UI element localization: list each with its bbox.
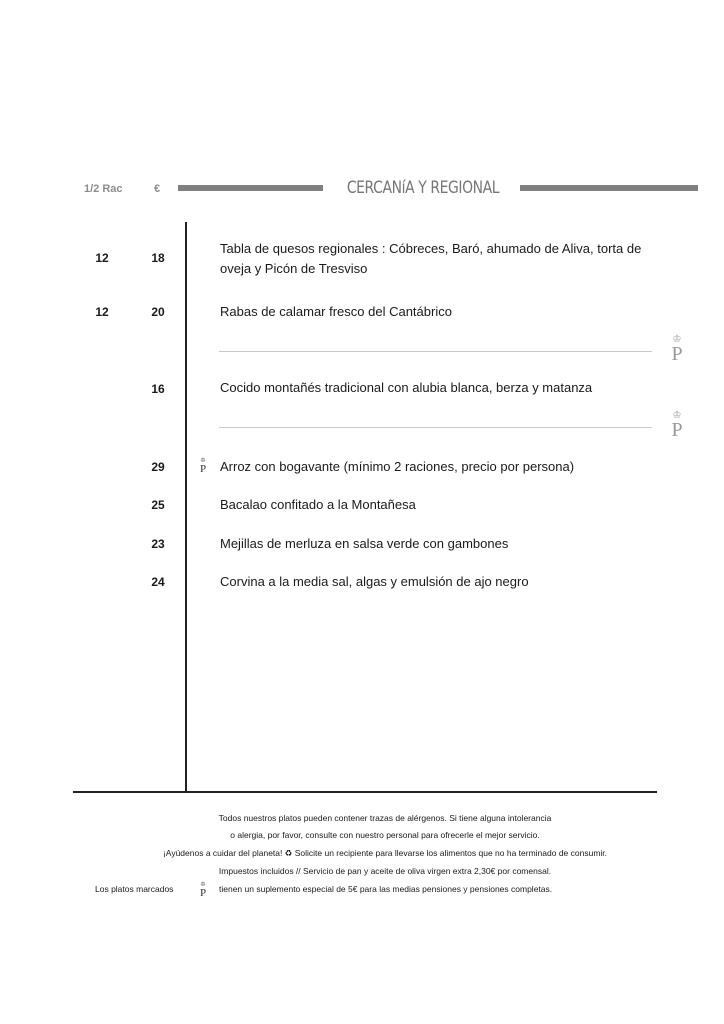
parador-crest-icon: ♔ P bbox=[671, 334, 683, 365]
dish-half-price: 12 bbox=[95, 251, 109, 265]
footer-marked-label: Los platos marcados bbox=[95, 884, 174, 894]
column-divider bbox=[185, 222, 187, 792]
dish-name: Mejillas de merluza en salsa verde con gambones bbox=[220, 536, 509, 551]
dish-name: Corvina a la media sal, algas y emulsión de ajo negro bbox=[220, 574, 529, 589]
dish-price: 24 bbox=[151, 575, 165, 589]
footer-allergen-note-2: o alergia, por favor, consulte con nuestro personal para ofrecerle el mejor servicio. bbox=[230, 830, 540, 840]
parador-crest-icon: ♔ P bbox=[199, 458, 207, 475]
footer-supplement-note: tienen un suplemento especial de 5€ para las medias pensiones y pensiones completas. bbox=[219, 884, 553, 894]
separator-line bbox=[219, 427, 652, 428]
footer-allergen-note: Todos nuestros platos pueden contener trazas de alérgenos. Si tiene alguna intolerancia bbox=[218, 813, 552, 823]
parador-crest-icon: ♔ P bbox=[199, 882, 207, 899]
dish-price: 29 bbox=[151, 460, 165, 474]
header-bar-left bbox=[178, 185, 323, 191]
euro-header: € bbox=[154, 183, 161, 195]
section-title: CERCANíA Y REGIONAL bbox=[346, 178, 500, 198]
dish-price: 20 bbox=[151, 305, 165, 319]
half-portion-header: 1/2 Rac bbox=[84, 183, 123, 195]
dish-price: 18 bbox=[151, 251, 165, 265]
dish-name: Bacalao confitado a la Montañesa bbox=[220, 497, 416, 512]
dish-name: Tabla de quesos regionales : Cóbreces, Baró, ahumado de Aliva, torta de oveja y Picón de Tresviso bbox=[220, 241, 642, 276]
dish-name: Rabas de calamar fresco del Cantábrico bbox=[220, 304, 452, 319]
menu-bottom-rule bbox=[73, 791, 657, 793]
header-bar-right bbox=[520, 185, 698, 191]
dish-name: Cocido montañés tradicional con alubia blanca, berza y matanza bbox=[220, 380, 593, 395]
dish-price: 25 bbox=[151, 498, 165, 512]
footer-planet-note: ¡Ayúdenos a cuidar del planeta! ♻ Solicite un recipiente para llevarse los alimentos que no ha terminado de consumir. bbox=[162, 848, 608, 858]
separator-line bbox=[219, 351, 652, 352]
dish-half-price: 12 bbox=[95, 305, 109, 319]
parador-crest-icon: ♔ P bbox=[671, 410, 683, 441]
dish-price: 23 bbox=[151, 537, 165, 551]
dish-price: 16 bbox=[151, 382, 165, 396]
dish-name: Arroz con bogavante (mínimo 2 raciones, precio por persona) bbox=[220, 459, 575, 474]
footer-tax-note: Impuestos incluidos // Servicio de pan y aceite de oliva virgen extra 2,30€ por comensal. bbox=[218, 866, 552, 876]
